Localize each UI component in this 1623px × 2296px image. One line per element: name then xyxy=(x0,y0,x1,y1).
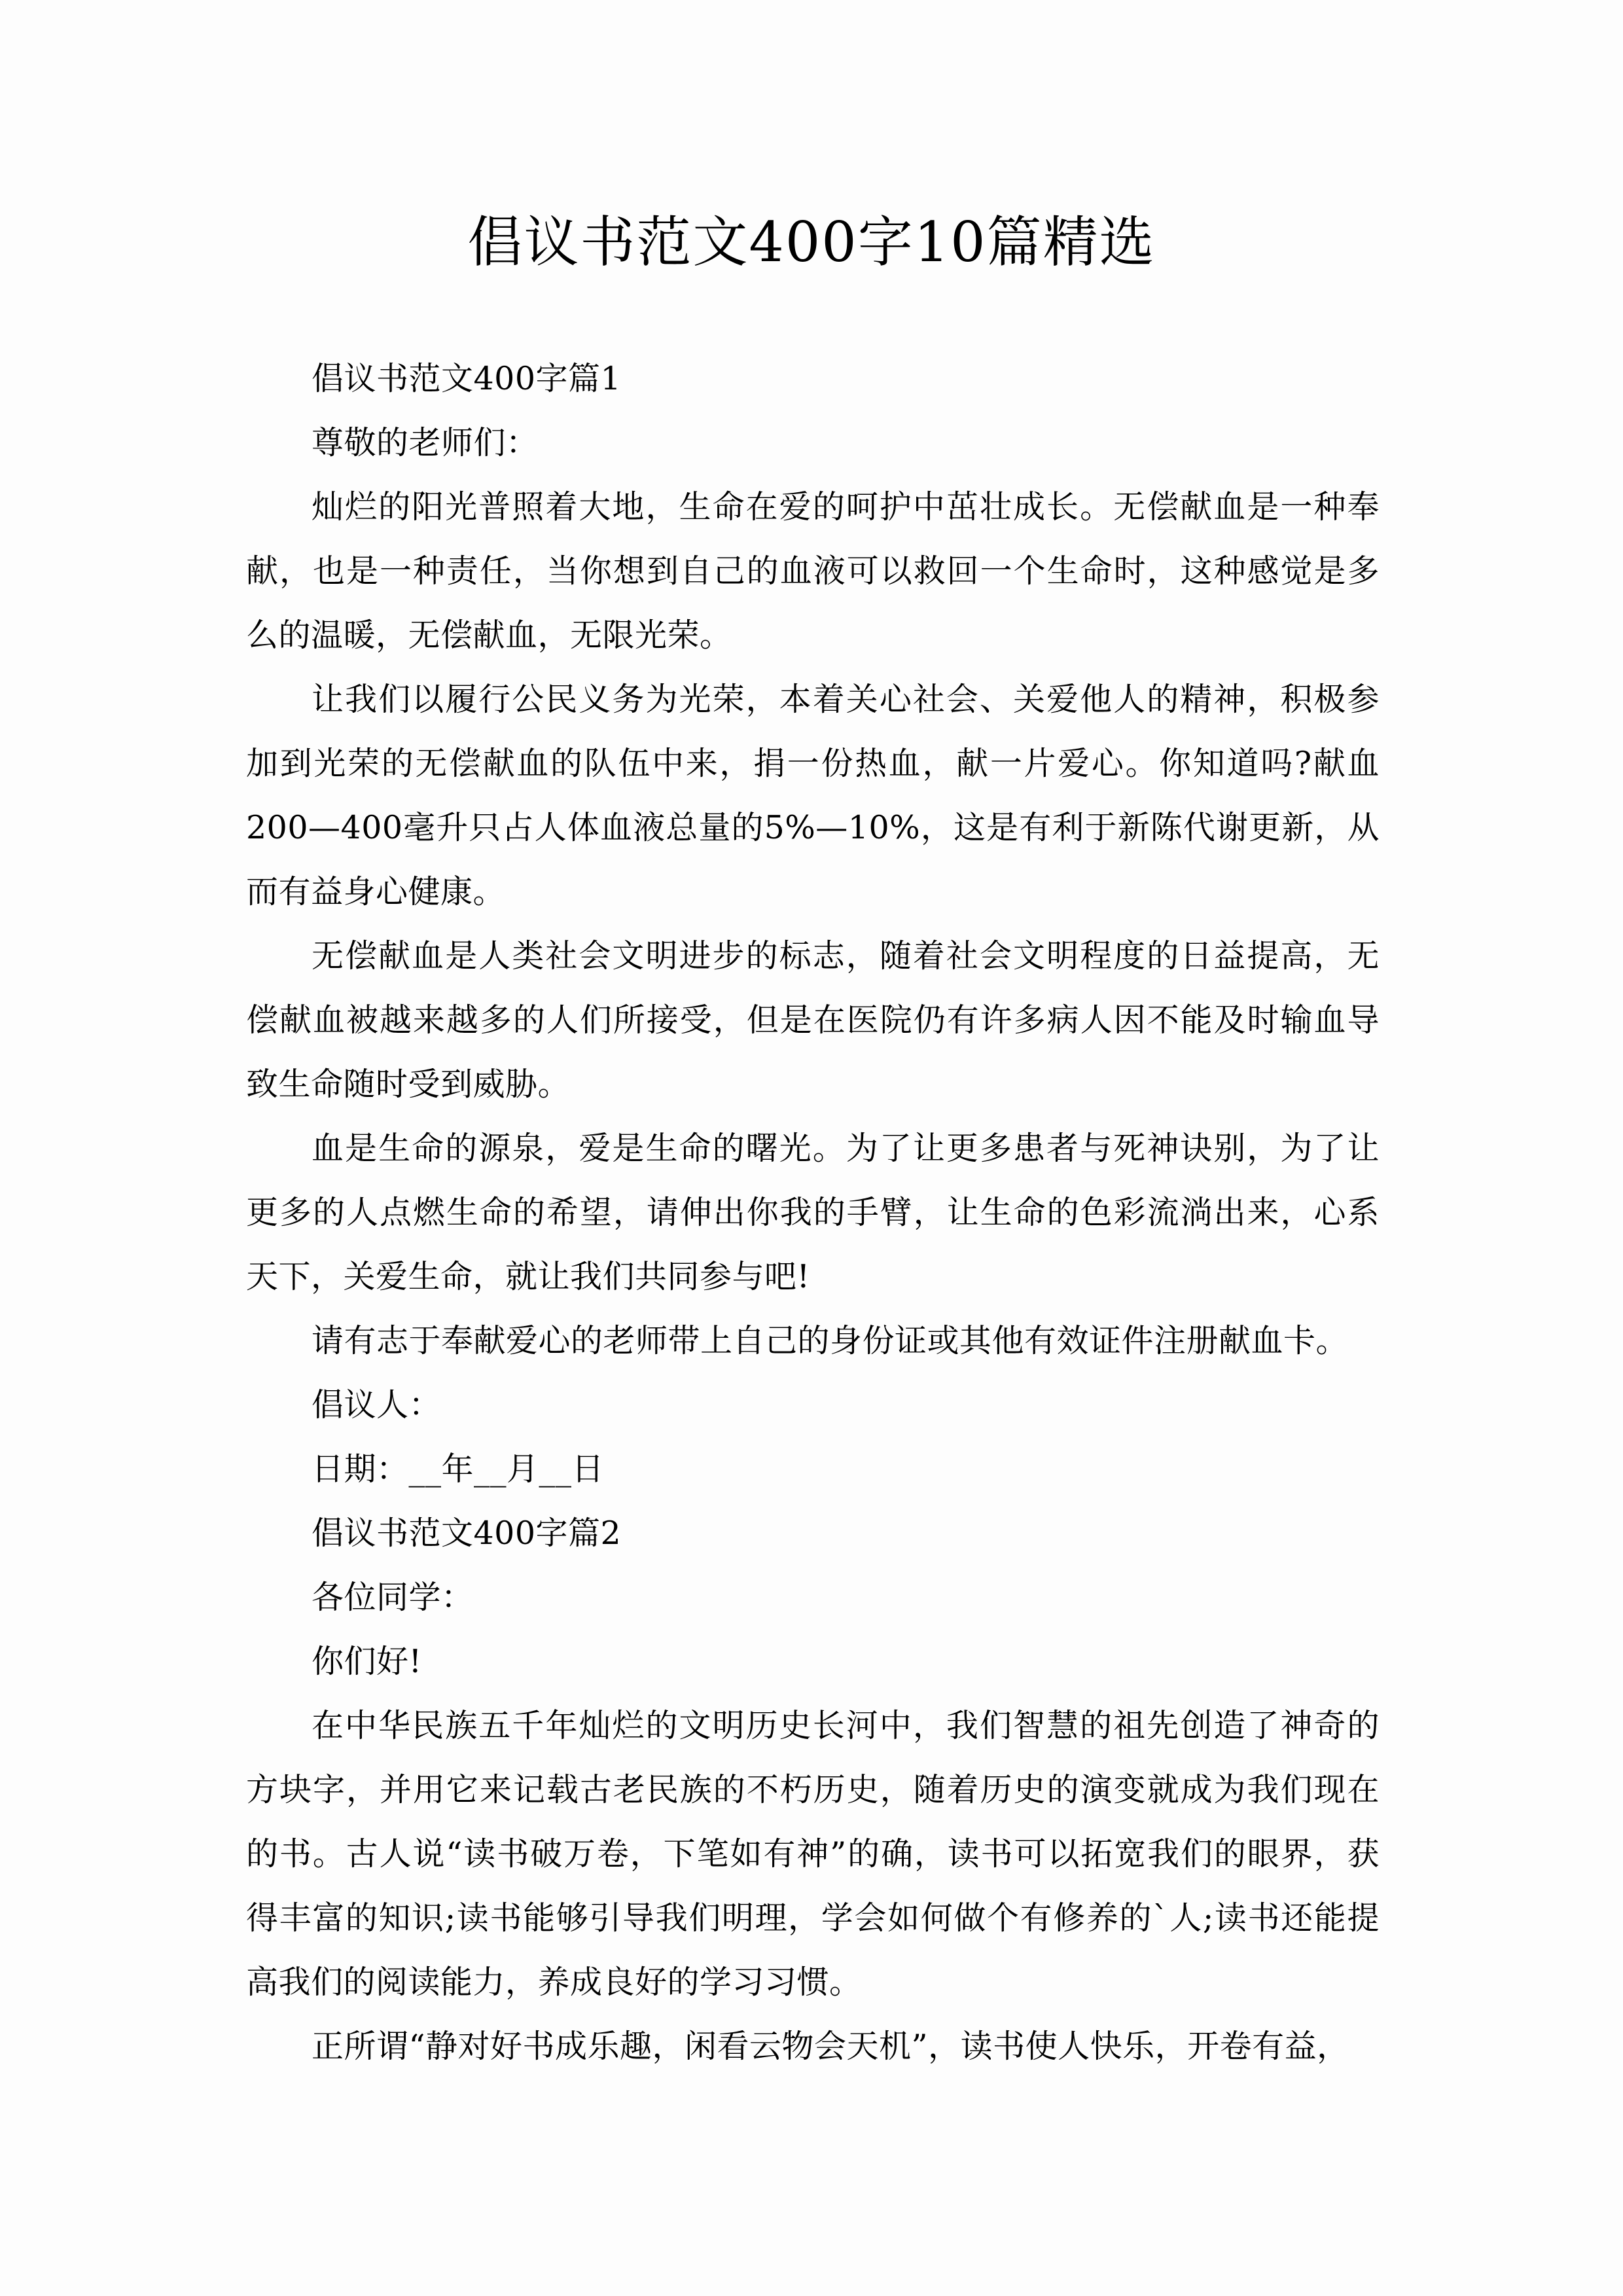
body-paragraph: 请有志于奉献爱心的老师带上自己的身份证或其他有效证件注册献血卡。 xyxy=(312,1322,1349,1359)
body-paragraph: 血是生命的源泉，爱是生命的曙光。为了让更多患者与死神诀别，为了让更多的人点燃生命的希望，请伸出你我的手臂，让生命的色彩流淌出来，心系天下，关爱生命，就让我们共同参与吧! xyxy=(246,1130,1380,1295)
date-line: 日期：__年__月__日 xyxy=(312,1450,605,1488)
body-paragraph: 让我们以履行公民义务为光荣，本着关心社会、关爱他人的精神，积极参加到光荣的无偿献血的队伍中来，捐一份热血，献一片爱心。你知道吗?献血200—400毫升只占人体血液总量的5%—10%，这是有利于新陈代谢更新，从而有益身心健康。 xyxy=(246,681,1380,910)
body-paragraph: 在中华民族五千年灿烂的文明历史长河中，我们智慧的祖先创造了神奇的方块字，并用它来记载古老民族的不朽历史，随着历史的演变就成为我们现在的书。古人说“读书破万卷，下笔如有神”的确，读书可以拓宽我们的眼界，获得丰富的知识;读书能够引导我们明理，学会如何做个有修养的`人;读书还能提高我们的阅读能力，养成良好的学习习惯。 xyxy=(246,1707,1380,2001)
signature-line: 倡议人： xyxy=(312,1386,442,1424)
body-paragraph: 正所谓“静对好书成乐趣，闲看云物会天机”，读书使人快乐，开卷有益， xyxy=(312,2028,1349,2065)
document-body xyxy=(246,347,1380,2079)
greeting: 你们好! xyxy=(312,1643,422,1680)
body-paragraph: 无偿献血是人类社会文明进步的标志，随着社会文明程度的日益提高，无偿献血被越来越多的人们所接受，但是在医院仍有许多病人因不能及时输血导致生命随时受到威胁。 xyxy=(246,937,1380,1103)
document-title: 倡议书范文400字10篇精选 xyxy=(467,210,1156,274)
salutation: 尊敬的老师们： xyxy=(312,424,539,461)
section-heading-2: 倡议书范文400字篇2 xyxy=(312,1515,622,1552)
section-heading-1: 倡议书范文400字篇1 xyxy=(312,360,622,397)
body-paragraph: 灿烂的阳光普照着大地，生命在爱的呵护中茁壮成长。无偿献血是一种奉献，也是一种责任，当你想到自己的血液可以救回一个生命时，这种感觉是多么的温暖，无偿献血，无限光荣。 xyxy=(246,488,1380,654)
salutation: 各位同学： xyxy=(312,1579,474,1616)
